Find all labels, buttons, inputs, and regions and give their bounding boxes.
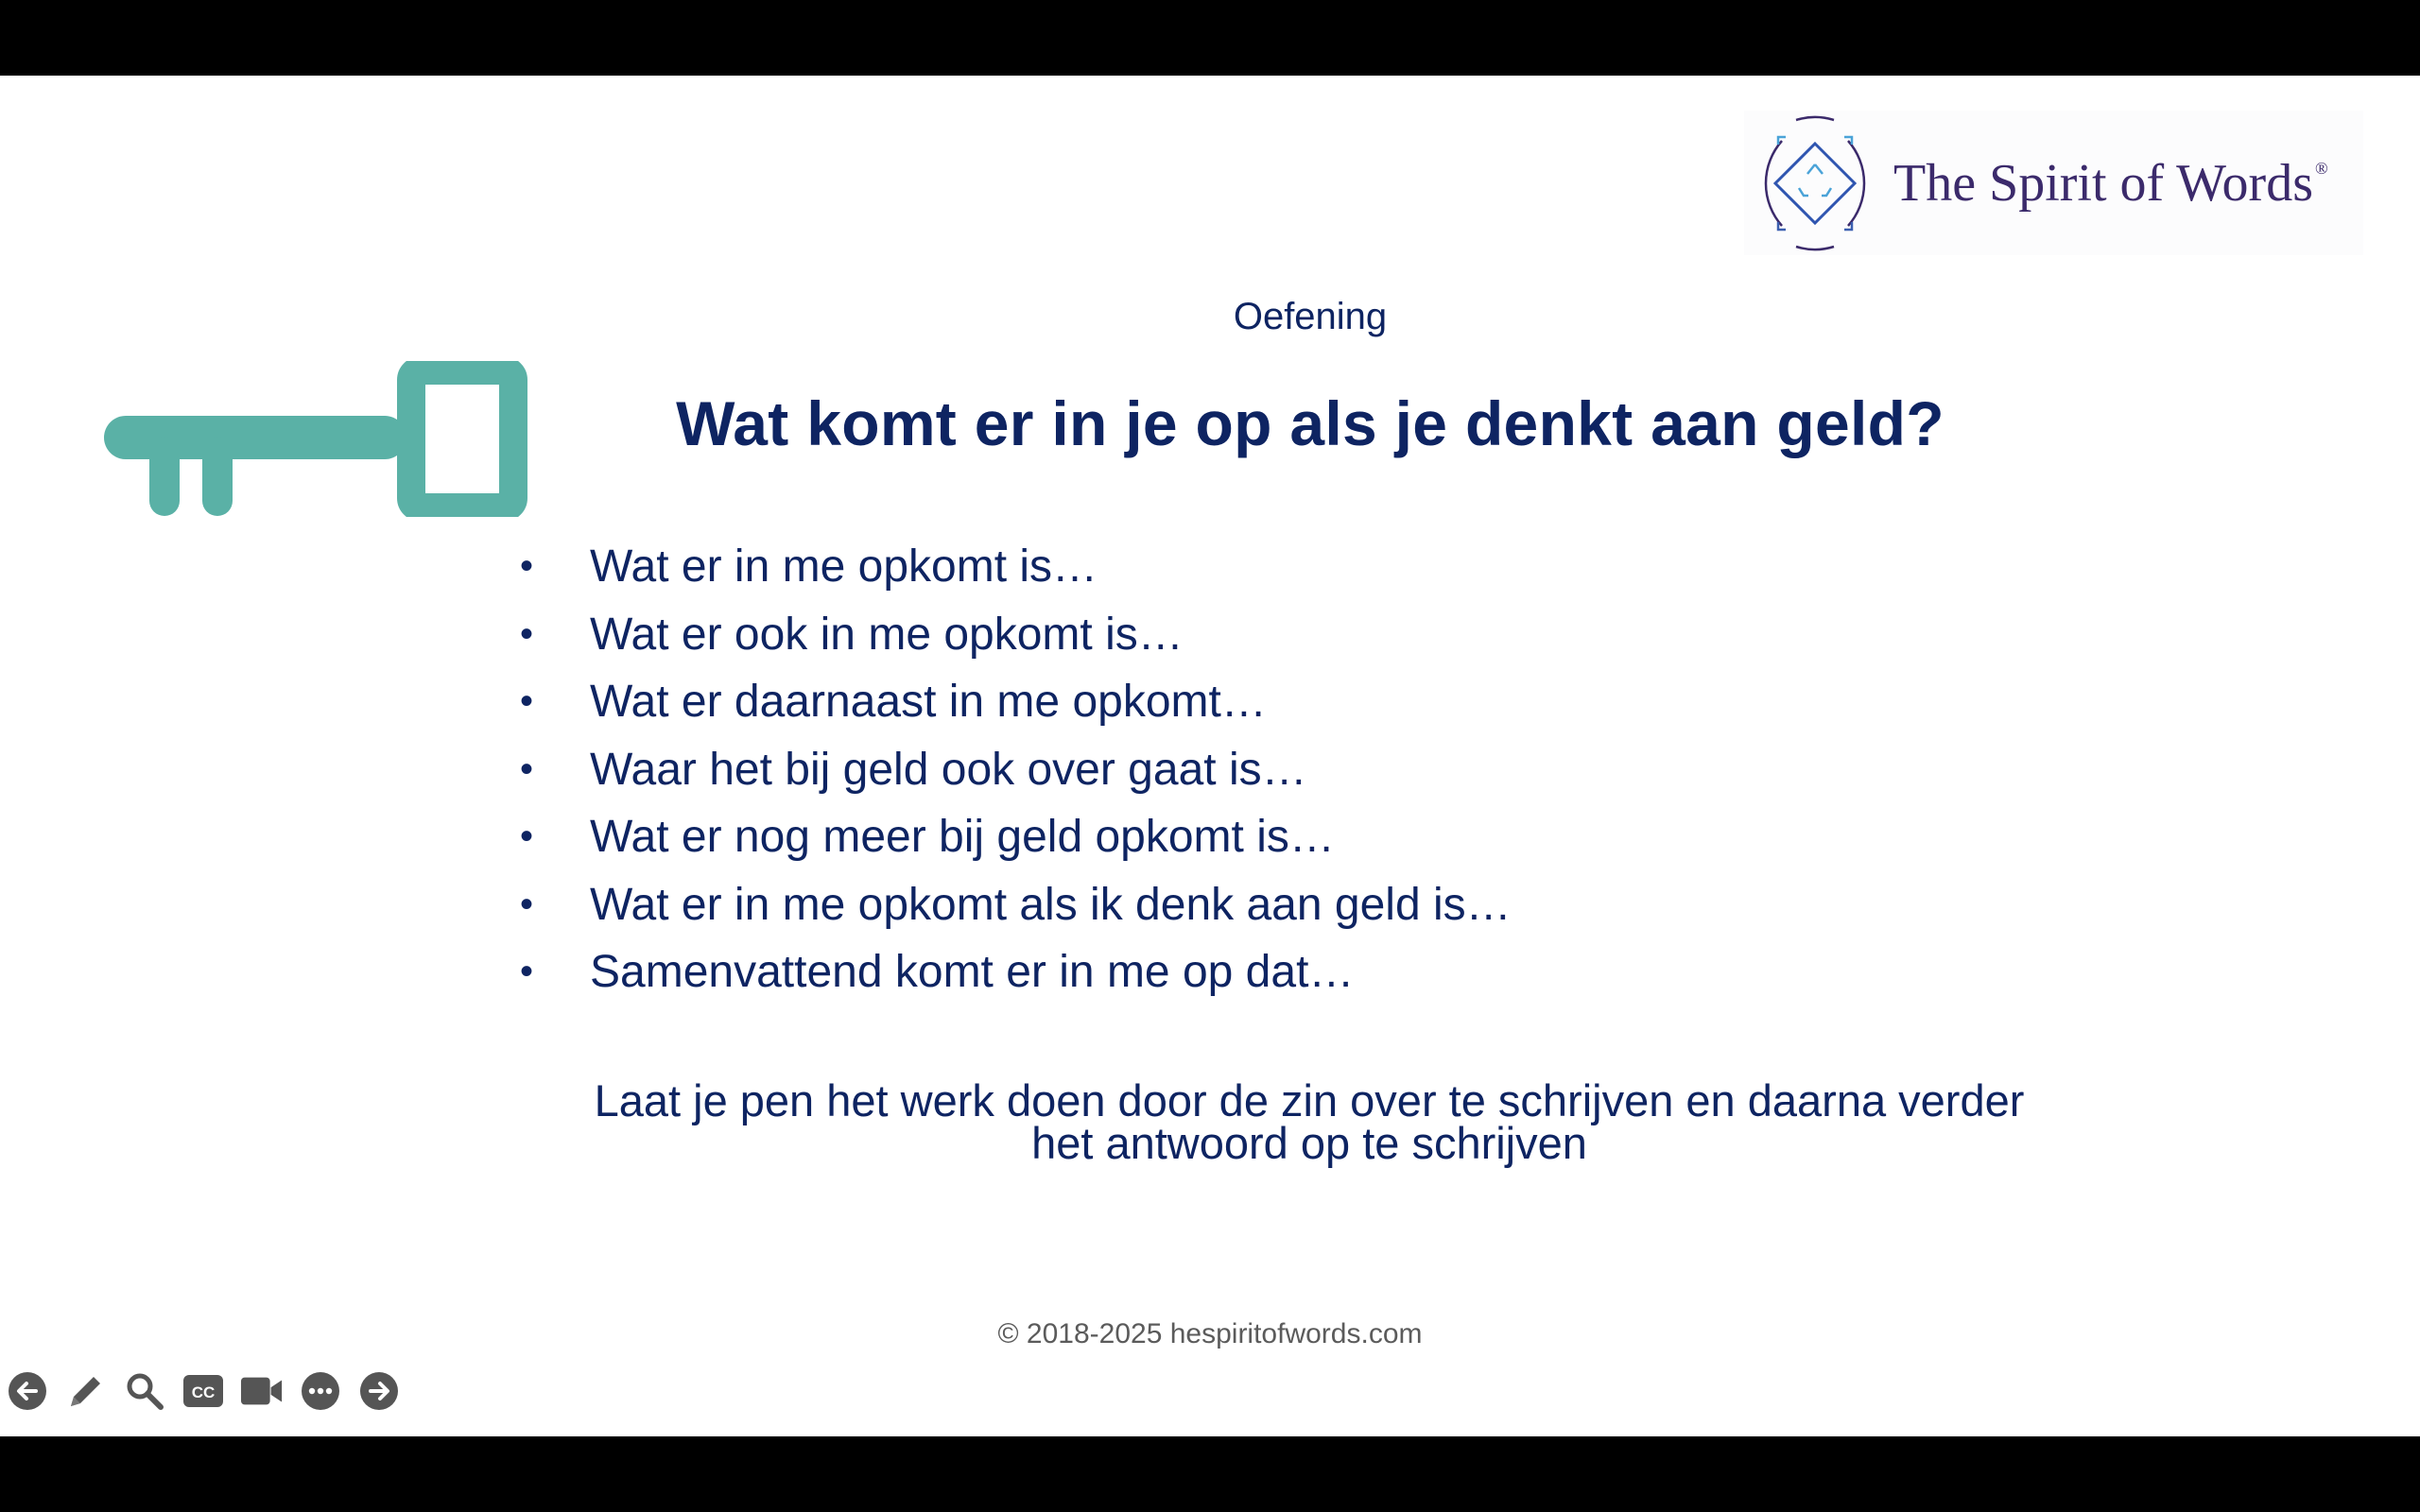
camera-button[interactable] <box>240 1369 284 1413</box>
prompt-item: • Samenvattend komt er in me op dat… <box>510 938 1512 1006</box>
presenter-toolbar <box>6 1368 416 1414</box>
more-options-button[interactable] <box>299 1369 342 1413</box>
instruction-text <box>510 1075 2108 1168</box>
instruction-line: Laat je pen het werk doen door de zin over te schrijven en daarna verder <box>594 1075 2025 1125</box>
prompt-item: • Wat er in me opkomt is… <box>510 533 1512 601</box>
magnifier-icon <box>124 1370 165 1412</box>
brand-name <box>1893 153 2328 214</box>
brand-name-text: The Spirit of Words <box>1893 153 2313 213</box>
prompt-list <box>510 533 1512 1006</box>
arrow-left-icon <box>8 1371 47 1411</box>
pen-button[interactable] <box>64 1369 108 1413</box>
pencil-icon <box>65 1370 107 1412</box>
slide-subtitle: Oefening <box>1233 296 1388 337</box>
next-slide-button[interactable] <box>357 1369 401 1413</box>
logo-mark-icon <box>1744 112 1886 254</box>
registered-mark: ® <box>2314 158 2328 178</box>
instruction-line: het antwoord op te schrijven <box>1031 1118 1587 1168</box>
prompt-item: • Wat er nog meer bij geld opkomt is… <box>510 803 1512 871</box>
prompt-item: • Wat er ook in me opkomt is… <box>510 601 1512 669</box>
prompt-item: • Waar het bij geld ook over gaat is… <box>510 736 1512 804</box>
prompt-item: • Wat er daarnaast in me opkomt… <box>510 668 1512 736</box>
slide-title: Wat komt er in je op als je denkt aan geld? <box>676 388 1945 458</box>
cc-icon <box>182 1374 224 1408</box>
captions-button[interactable] <box>182 1369 225 1413</box>
prompt-item: • Wat er in me opkomt als ik denk aan geld is… <box>510 871 1512 939</box>
arrow-right-icon <box>359 1371 399 1411</box>
copyright-footer: © 2018-2025 hespiritofwords.com <box>997 1318 1423 1349</box>
brand-logo <box>1744 111 2363 255</box>
cc-glyph: CC <box>191 1383 216 1401</box>
slide <box>0 76 2420 1436</box>
more-icon <box>301 1371 340 1411</box>
zoom-button[interactable] <box>123 1369 166 1413</box>
video-camera-icon <box>240 1374 284 1408</box>
previous-slide-button[interactable] <box>6 1369 49 1413</box>
